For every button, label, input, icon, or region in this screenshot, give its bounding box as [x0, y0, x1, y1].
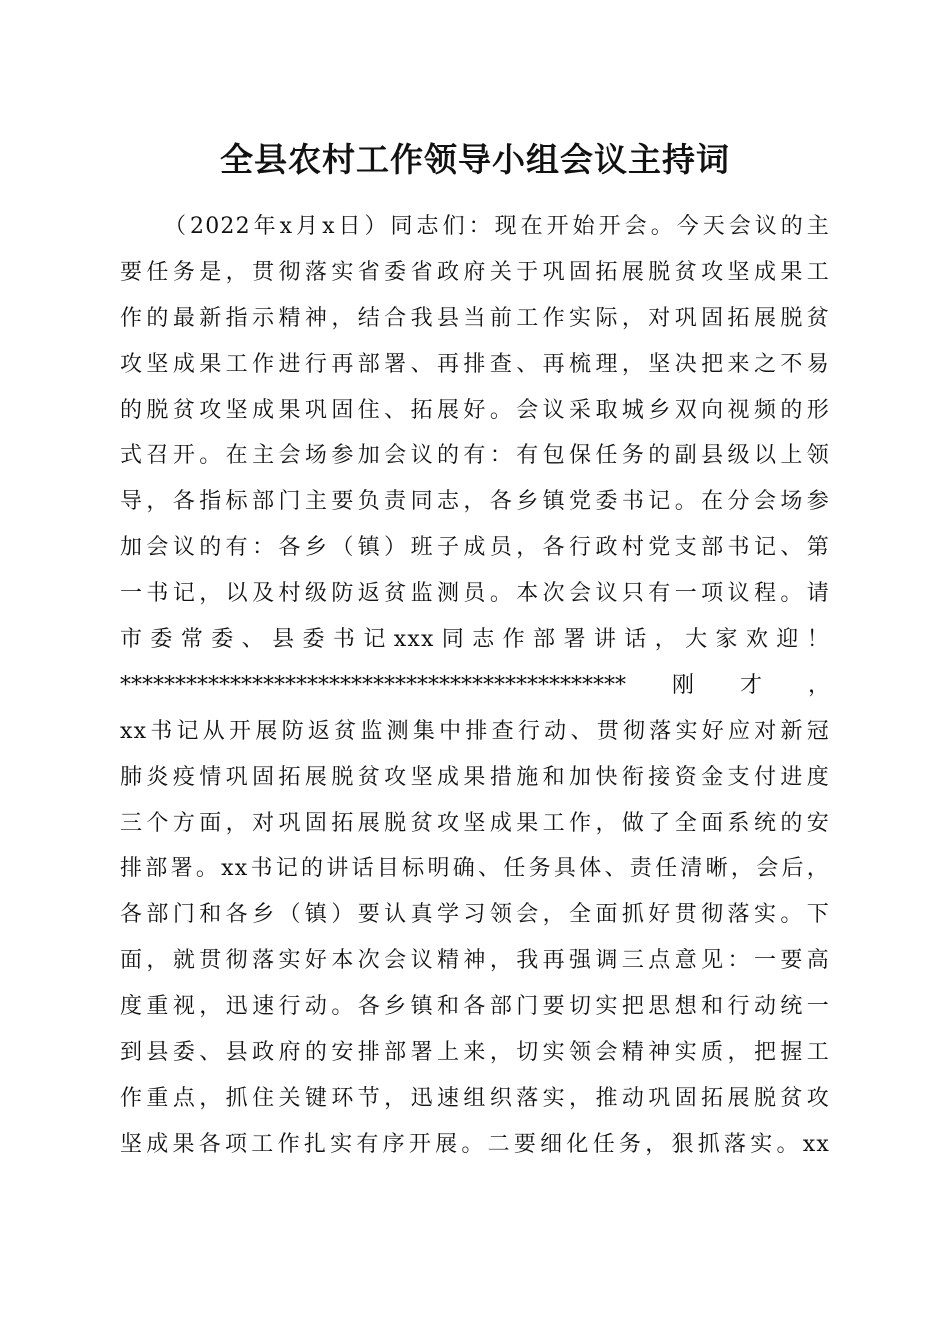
- body-line: 一书记，以及村级防返贫监测员。本次会议只有一项议程。请: [120, 581, 830, 607]
- body-line: 加会议的有：各乡（镇）班子成员，各行政村党支部书记、第: [120, 535, 830, 561]
- body-line: 三个方面，对巩固拓展脱贫攻坚成果工作，做了全面系统的安: [120, 810, 830, 836]
- body-line: 作重点，抓住关键环节，迅速组织落实，推动巩固拓展脱贫攻: [120, 1085, 830, 1111]
- body-line: 导，各指标部门主要负责同志，各乡镇党委书记。在分会场参: [120, 489, 830, 515]
- body-line: 排部署。xx书记的讲话目标明确、任务具体、责任清晰，会后，: [120, 856, 830, 882]
- body-line: 肺炎疫情巩固拓展脱贫攻坚成果措施和加快衔接资金支付进度: [120, 764, 830, 790]
- document-title: 全县农村工作领导小组会议主持词: [220, 140, 730, 179]
- body-line: 的脱贫攻坚成果巩固住、拓展好。会议采取城乡双向视频的形: [120, 397, 830, 423]
- body-line: 式召开。在主会场参加会议的有：有包保任务的副县级以上领: [120, 443, 830, 469]
- body-line: 要任务是，贯彻落实省委省政府关于巩固拓展脱贫攻坚成果工: [120, 259, 830, 285]
- body-line: 度重视，迅速行动。各乡镇和各部门要切实把思想和行动统一: [120, 994, 830, 1020]
- body-line: 各部门和各乡（镇）要认真学习领会，全面抓好贯彻落实。下: [120, 902, 830, 928]
- body-line: 面，就贯彻落实好本次会议精神，我再强调三点意见：一要高: [120, 948, 830, 974]
- body-line: 坚成果各项工作扎实有序开展。二要细化任务，狠抓落实。xx: [120, 1131, 830, 1157]
- body-line: 到县委、县政府的安排部署上来，切实领会精神实质，把握工: [120, 1040, 830, 1066]
- body-line: （2022年x月x日）同志们：现在开始开会。今天会议的主: [164, 214, 830, 239]
- body-line: 作的最新指示精神，结合我县当前工作实际，对巩固拓展脱贫: [120, 305, 830, 331]
- separator-line: **********************************************刚才，: [120, 672, 830, 698]
- body-line: 攻坚成果工作进行再部署、再排查、再梳理，坚决把来之不易: [120, 351, 830, 377]
- body-line: 市委常委、县委书记xxx同志作部署讲话，大家欢迎！: [120, 627, 830, 653]
- body-line: xx书记从开展防返贫监测集中排查行动、贯彻落实好应对新冠: [120, 718, 830, 744]
- document-body: [120, 204, 830, 1168]
